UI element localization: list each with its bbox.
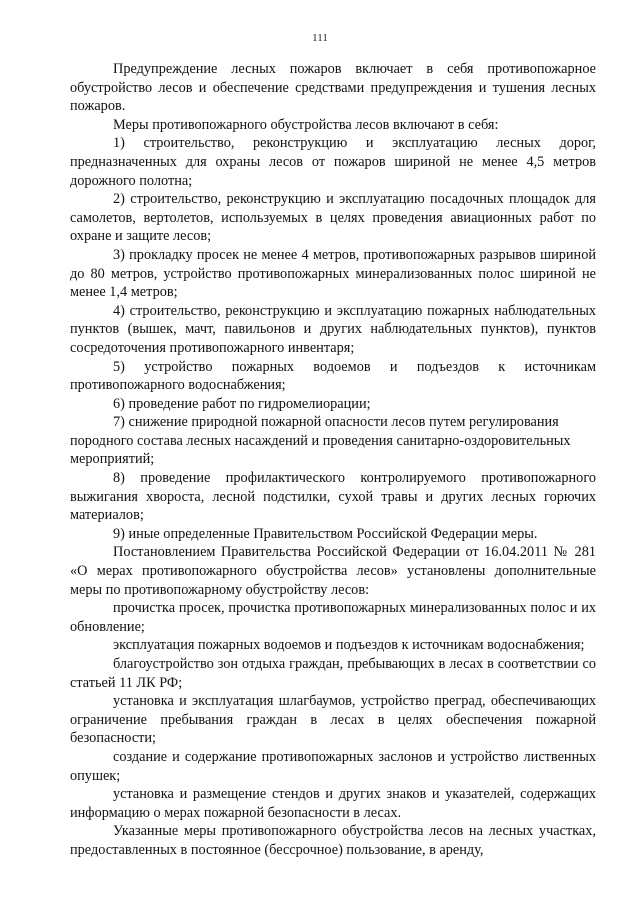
list-item-1: 1) строительство, реконструкцию и эксплуатацию лесных дорог, предназначенных для охраны лесов от пожаров шириной не менее 4,5 метров дорожного полотна; bbox=[70, 135, 596, 189]
page-number: 111 bbox=[312, 32, 328, 44]
paragraph-fire-prevention: Предупреждение лесных пожаров включает в себя противопожарное обустройство лесов и обеспечение средствами предупреждения и тушения лесных пожаров. bbox=[70, 61, 596, 115]
decree-item-2: эксплуатация пожарных водоемов и подъездов к источникам водоснабжения; bbox=[113, 637, 585, 654]
body-text bbox=[70, 60, 596, 860]
list-item-4: 4) строительство, реконструкцию и эксплуатацию пожарных наблюдательных пунктов (вышек, мачт, павильонов и других наблюдательных пунктов), пунктов сосредоточения противопожарного инвентаря; bbox=[70, 302, 596, 356]
decree-item-6: установка и размещение стендов и других знаков и указателей, содержащих информацию о мерах пожарной безопасности в лесах. bbox=[70, 786, 596, 821]
list-item-2: 2) строительство, реконструкцию и эксплуатацию посадочных площадок для самолетов, вертолетов, используемых в целях проведения авиационных работ по охране и защите лесов; bbox=[70, 191, 596, 245]
paragraph-government-decree: Постановлением Правительства Российской Федерации от 16.04.2011 № 281 «О мерах противопожарного обустройства лесов» установлены дополнительные меры по противопожарному обустройству лесов: bbox=[70, 544, 596, 598]
decree-item-1: прочистка просек, прочистка противопожарных минерализованных полос и их обновление; bbox=[70, 600, 596, 635]
list-item-6: 6) проведение работ по гидромелиорации; bbox=[113, 395, 371, 412]
list-item-9: 9) иные определенные Правительством Российской Федерации меры. bbox=[113, 525, 538, 542]
list-item-3: 3) прокладку просек не менее 4 метров, противопожарных разрывов шириной до 80 метров, устройство противопожарных минерализованных полос шириной не менее 1,4 метров; bbox=[70, 246, 596, 301]
list-item-5: 5) устройство пожарных водоемов и подъездов к источникам противопожарного водоснабжения; bbox=[70, 358, 596, 394]
paragraph-measures-on-plots: Указанные меры противопожарного обустройства лесов на лесных участках, предоставленных в постоянное (бессрочное) пользование, в аренду, bbox=[70, 823, 596, 858]
paragraph-measures-intro: Меры противопожарного обустройства лесов включают в себя: bbox=[113, 116, 499, 133]
list-item-8: 8) проведение профилактического контролируемого противопожарного выжигания хвороста, лесной подстилки, сухой травы и других лесных горючих материалов; bbox=[70, 470, 596, 524]
decree-item-5: создание и содержание противопожарных заслонов и устройство лиственных опушек; bbox=[70, 748, 596, 784]
decree-item-4: установка и эксплуатация шлагбаумов, устройство преград, обеспечивающих ограничение пребывания граждан в лесах в целях обеспечения пожарной безопасности; bbox=[70, 693, 596, 747]
decree-item-3: благоустройство зон отдыха граждан, пребывающих в лесах в соответствии со статьей 11 ЛК РФ; bbox=[70, 656, 596, 691]
list-item-7-continuation: мероприятий; bbox=[70, 451, 155, 468]
list-item-7: 7) снижение природной пожарной опасности лесов путем регулирования породного состава лесных насаждений и проведения санитарно-оздоровительных bbox=[70, 414, 571, 449]
